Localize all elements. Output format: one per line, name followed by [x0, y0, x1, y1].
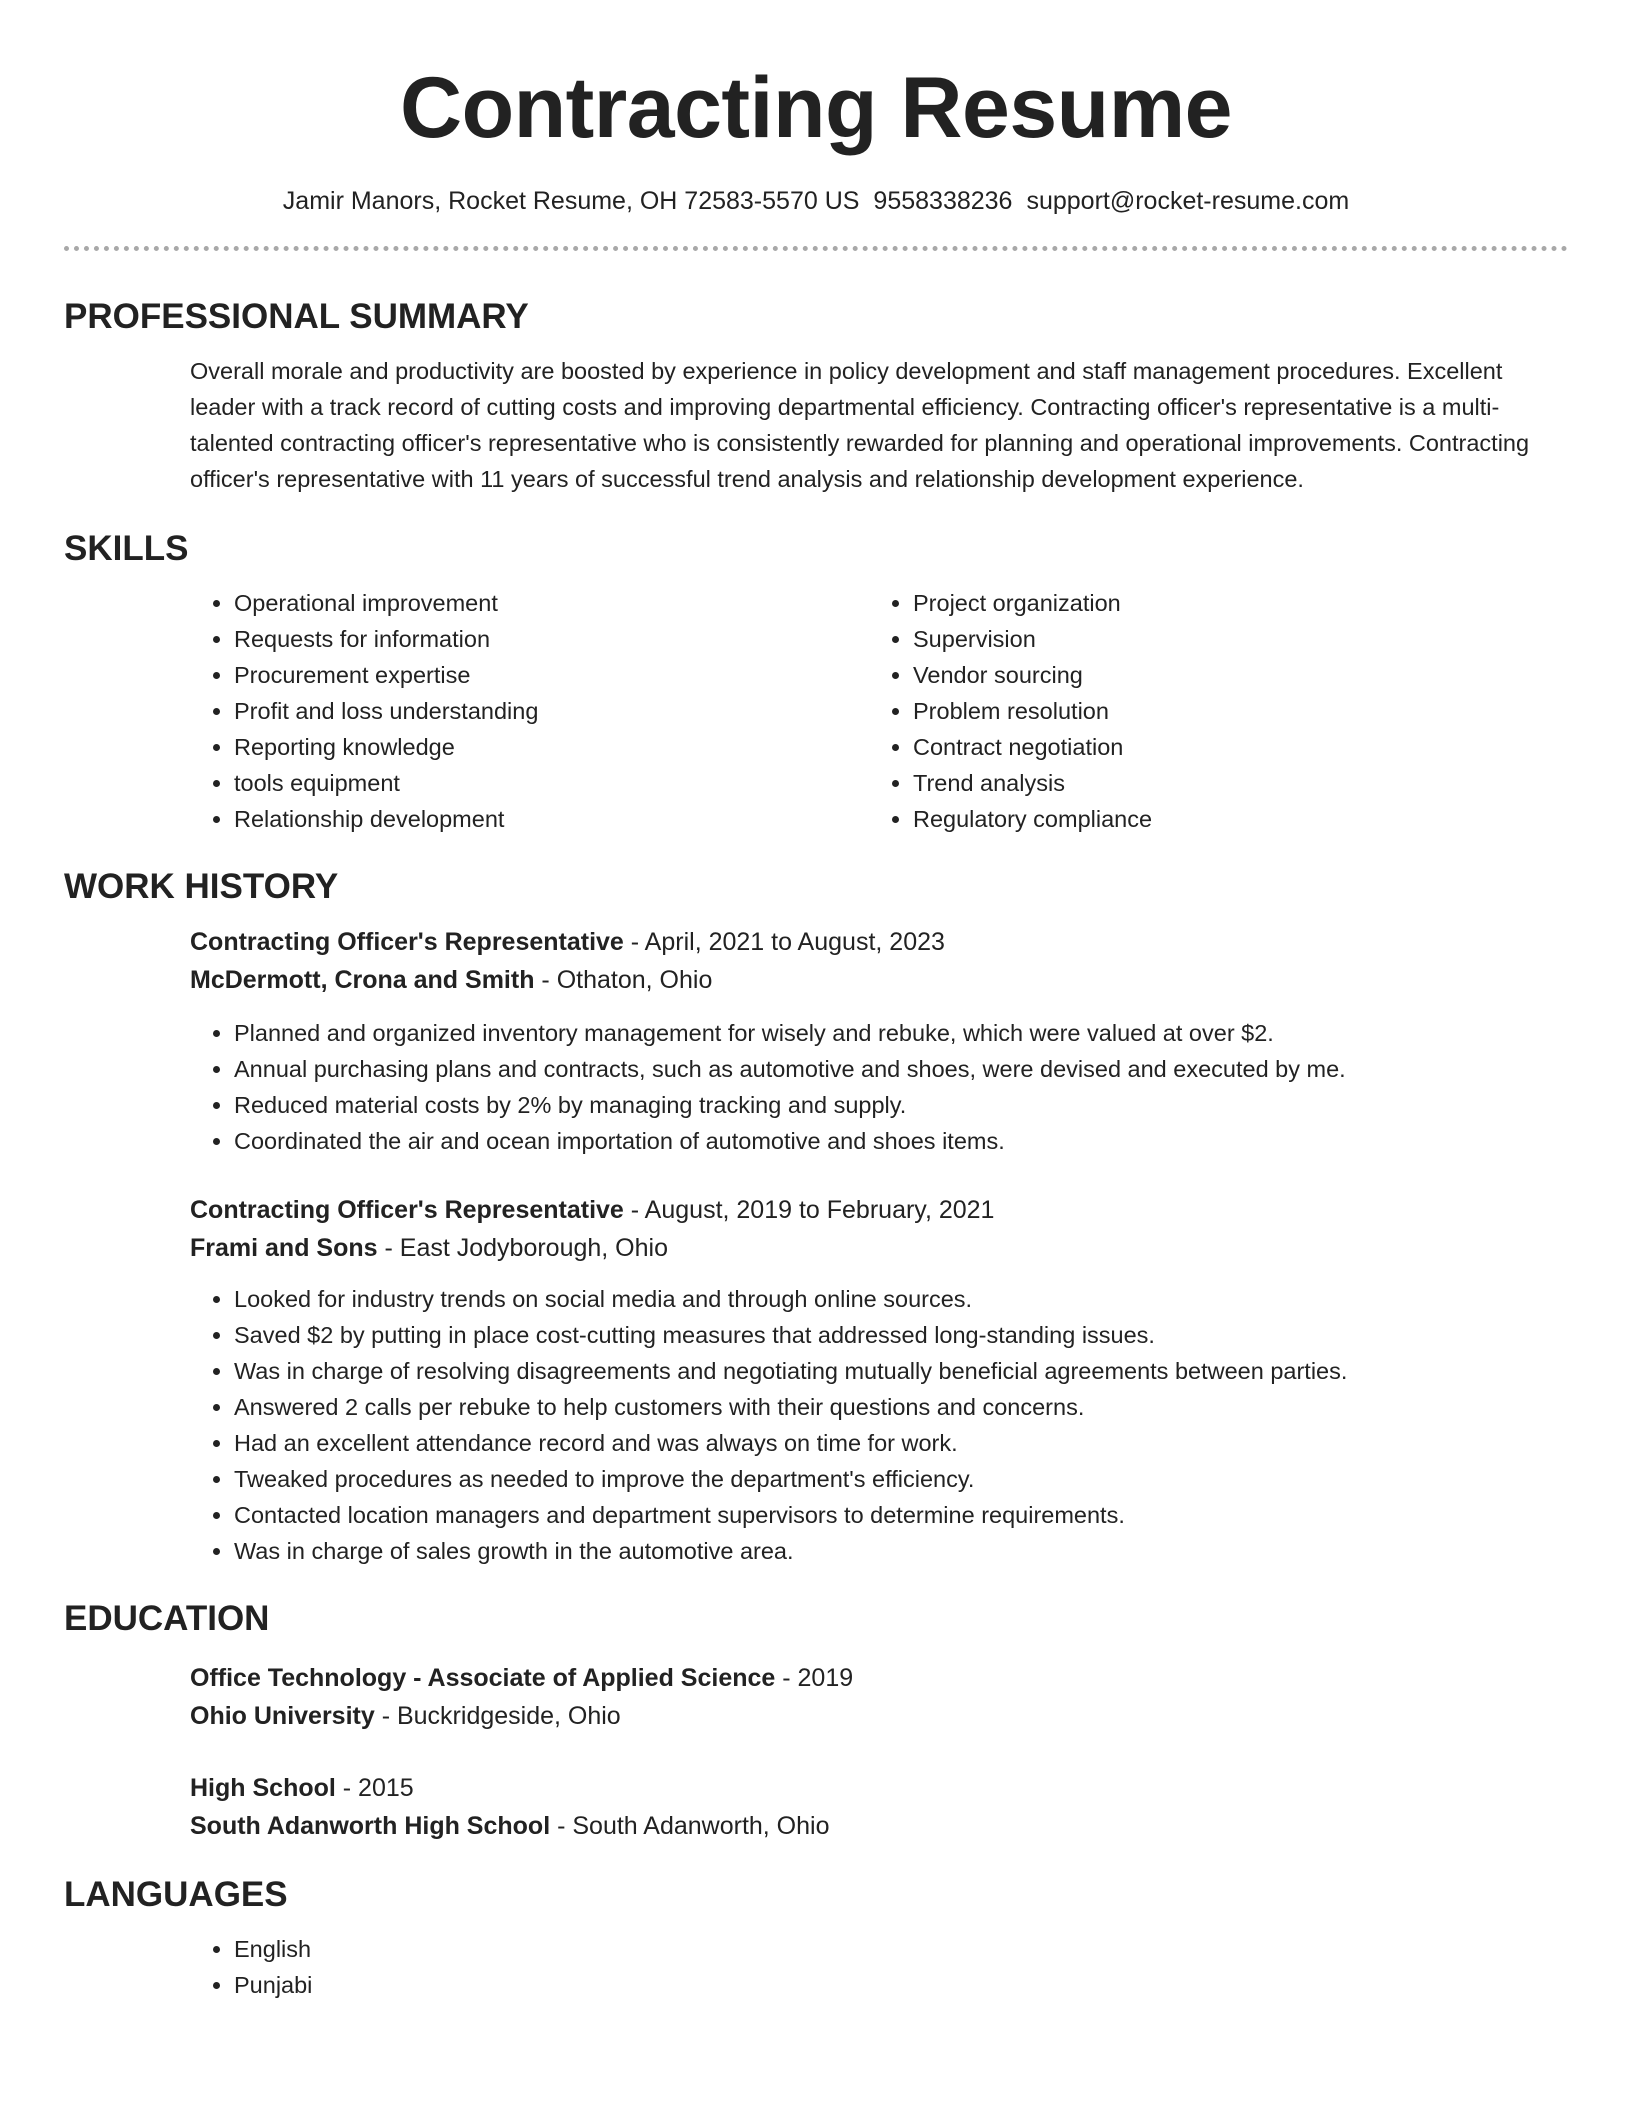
- job-company: McDermott, Crona and Smith: [190, 966, 535, 994]
- work-history-heading: WORK HISTORY: [64, 867, 339, 906]
- education-heading: EDUCATION: [64, 1599, 270, 1638]
- skills-list: [190, 585, 1568, 837]
- skills-heading: SKILLS: [64, 529, 189, 568]
- education-degree: High School: [190, 1774, 336, 1802]
- job-bullet: • Planned and organized inventory management for wisely and rebuke, which were valued at over $2.: [234, 1015, 1568, 1051]
- job-title-line: [190, 923, 1568, 961]
- job-dates: - April, 2021 to August, 2023: [623, 928, 945, 956]
- education-location: - South Adanworth, Ohio: [550, 1812, 830, 1840]
- skill-item: • Problem resolution: [913, 693, 1548, 729]
- skill-item: • Project organization: [913, 585, 1548, 621]
- contact-email: support@rocket-resume.com: [1026, 187, 1350, 215]
- languages-heading: LANGUAGES: [64, 1875, 288, 1914]
- job-company: Frami and Sons: [190, 1234, 378, 1262]
- skill-item: • Trend analysis: [913, 765, 1548, 801]
- languages-list: [190, 1931, 1568, 2003]
- contact-line: [64, 184, 1568, 218]
- job-entry: [190, 923, 1568, 1159]
- summary-text: Overall morale and productivity are boosted by experience in policy development and staff management procedures. Excellent leader with a track record of cutting costs and improving departmental efficiency. Contracting officer's representative is a multi-talented contracting officer's representative who is consistently rewarded for planning and operational improvements. Contracting officer's representative with 11 years of successful trend analysis and relationship development experience.: [190, 358, 1530, 492]
- skill-item: • Vendor sourcing: [913, 657, 1548, 693]
- skills-column-right: [869, 585, 1548, 837]
- contact-phone: 9558338236: [873, 187, 1013, 215]
- skill-item: • Profit and loss understanding: [234, 693, 869, 729]
- job-bullet: • Annual purchasing plans and contracts, such as automotive and shoes, were devised and executed by me.: [234, 1051, 1568, 1087]
- job-company-line: [190, 1229, 1568, 1267]
- resume-title: Contracting Resume: [399, 60, 1233, 156]
- job-location: - Othaton, Ohio: [534, 966, 713, 994]
- job-bullet: • Contacted location managers and department supervisors to determine requirements.: [234, 1497, 1568, 1533]
- job-bullet: • Answered 2 calls per rebuke to help customers with their questions and concerns.: [234, 1389, 1568, 1425]
- language-item: • Punjabi: [234, 1967, 1568, 2003]
- skill-item: • Requests for information: [234, 621, 869, 657]
- job-role: Contracting Officer's Representative: [190, 1196, 624, 1224]
- job-bullet: • Was in charge of sales growth in the automotive area.: [234, 1533, 1568, 1569]
- education-entry: [190, 1769, 1568, 1845]
- education-location: - Buckridgeside, Ohio: [374, 1702, 621, 1730]
- education-entry: [190, 1659, 1568, 1735]
- skill-item: • Operational improvement: [234, 585, 869, 621]
- skill-item: • Reporting knowledge: [234, 729, 869, 765]
- job-bullet: • Saved $2 by putting in place cost-cutting measures that addressed long-standing issues.: [234, 1317, 1568, 1353]
- job-location: - East Jodyborough, Ohio: [377, 1234, 668, 1262]
- skills-column-left: [190, 585, 869, 837]
- job-dates: - August, 2019 to February, 2021: [623, 1196, 995, 1224]
- education-degree-line: [190, 1769, 1568, 1807]
- job-title-line: [190, 1191, 1568, 1229]
- education-degree: Office Technology - Associate of Applied Science: [190, 1664, 776, 1692]
- summary-heading: PROFESSIONAL SUMMARY: [64, 297, 529, 336]
- job-bullet: • Had an excellent attendance record and was always on time for work.: [234, 1425, 1568, 1461]
- job-entry: [190, 1191, 1568, 1569]
- job-bullet: • Reduced material costs by 2% by managing tracking and supply.: [234, 1087, 1568, 1123]
- skill-item: • tools equipment: [234, 765, 869, 801]
- job-bullet: • Looked for industry trends on social media and through online sources.: [234, 1281, 1568, 1317]
- job-bullets: [190, 1281, 1568, 1569]
- education-degree-line: [190, 1659, 1568, 1697]
- education-school: South Adanworth High School: [190, 1812, 551, 1840]
- language-item: • English: [234, 1931, 1568, 1967]
- job-company-line: [190, 961, 1568, 999]
- job-bullet: • Coordinated the air and ocean importation of automotive and shoes items.: [234, 1123, 1568, 1159]
- contact-address: Jamir Manors, Rocket Resume, OH 72583-5570 US: [282, 187, 860, 215]
- skill-item: • Relationship development: [234, 801, 869, 837]
- skill-item: • Procurement expertise: [234, 657, 869, 693]
- job-bullet: • Tweaked procedures as needed to improve the department's efficiency.: [234, 1461, 1568, 1497]
- resume-page: [64, 0, 1568, 2003]
- education-year: - 2019: [775, 1664, 854, 1692]
- job-bullets: [190, 1015, 1568, 1159]
- skill-item: • Contract negotiation: [913, 729, 1548, 765]
- job-bullet: • Was in charge of resolving disagreements and negotiating mutually beneficial agreements between parties.: [234, 1353, 1568, 1389]
- education-year: - 2015: [335, 1774, 414, 1802]
- skill-item: • Supervision: [913, 621, 1548, 657]
- education-school-line: [190, 1697, 1568, 1735]
- job-role: Contracting Officer's Representative: [190, 928, 624, 956]
- education-school: Ohio University: [190, 1702, 375, 1730]
- skill-item: • Regulatory compliance: [913, 801, 1548, 837]
- education-school-line: [190, 1807, 1568, 1845]
